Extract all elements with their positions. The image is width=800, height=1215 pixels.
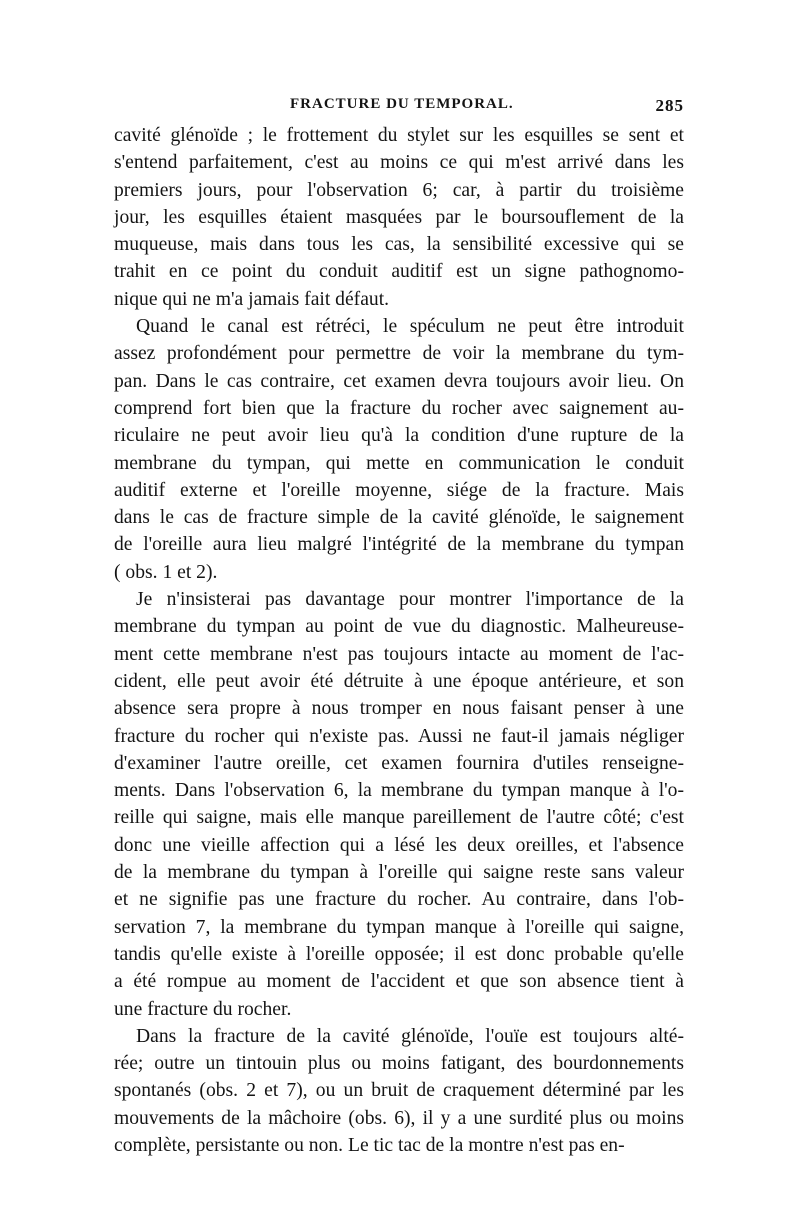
text-line: s'entend parfaitement, c'est au moins ce qui m'est arrivé dans les (114, 152, 684, 174)
text-line: Quand le canal est rétréci, le spéculum ne peut être introduit (136, 316, 684, 338)
running-title: FRACTURE DU TEMPORAL. (290, 96, 514, 112)
page-header (114, 96, 684, 120)
text-line: nique qui ne m'a jamais fait défaut. (114, 288, 390, 310)
text-line: a été rompue au moment de l'accident et que son absence tient à (114, 971, 684, 993)
paragraph (114, 586, 684, 1023)
text-line: riculaire ne peut avoir lieu qu'à la condition d'une rupture de la (114, 425, 684, 447)
text-line: et ne signifie pas une fracture du rocher. Au contraire, dans l'ob- (114, 889, 684, 911)
text-line: pan. Dans le cas contraire, cet examen devra toujours avoir lieu. On (114, 370, 684, 392)
text-line: mouvements de la mâchoire (obs. 6), il y a une surdité plus ou moins (114, 1107, 684, 1129)
text-line: assez profondément pour permettre de voir la membrane du tym- (114, 343, 684, 365)
text-line: cavité glénoïde ; le frottement du stylet sur les esquilles se sent et (114, 125, 684, 146)
text-line: reille qui saigne, mais elle manque pareillement de l'autre côté; c'est (114, 807, 684, 829)
text-line: cident, elle peut avoir été détruite à une époque antérieure, et son (114, 670, 684, 692)
text-line: membrane du tympan au point de vue du diagnostic. Malheureuse- (114, 616, 684, 638)
text-line: rée; outre un tintouin plus ou moins fatigant, des bourdonnements (114, 1053, 684, 1075)
text-line: dans le cas de fracture simple de la cavité glénoïde, le saignement (114, 507, 684, 529)
text-line: jour, les esquilles étaient masquées par le boursouflement de la (114, 206, 684, 228)
text-line: de la membrane du tympan à l'oreille qui saigne reste sans valeur (114, 862, 684, 884)
text-line: Dans la fracture de la cavité glénoïde, l'ouïe est toujours alté- (136, 1025, 684, 1047)
text-line: ( obs. 1 et 2). (114, 561, 218, 583)
text-line: ments. Dans l'observation 6, la membrane du tympan manque à l'o- (114, 780, 684, 802)
text-line: d'examiner l'autre oreille, cet examen fournira d'utiles renseigne- (114, 752, 684, 774)
text-line: trahit en ce point du conduit auditif est un signe pathognomo- (114, 261, 684, 283)
text-line: spontanés (obs. 2 et 7), ou un bruit de craquement déterminé par les (114, 1080, 684, 1102)
text-line: membrane du tympan, qui mette en communication le conduit (114, 452, 684, 474)
text-line: premiers jours, pour l'observation 6; car, à partir du troisième (114, 179, 684, 201)
text-line: muqueuse, mais dans tous les cas, la sensibilité excessive qui se (114, 234, 684, 256)
text-line: auditif externe et l'oreille moyenne, siége de la fracture. Mais (114, 479, 684, 501)
text-line: comprend fort bien que la fracture du rocher avec saignement au- (114, 397, 684, 419)
text-line: servation 7, la membrane du tympan manque à l'oreille qui saigne, (114, 916, 684, 938)
paragraph (114, 1023, 684, 1159)
paragraph (114, 122, 684, 313)
text-line: fracture du rocher qui n'existe pas. Aussi ne faut-il jamais négliger (114, 725, 684, 747)
text-line: de l'oreille aura lieu malgré l'intégrité de la membrane du tympan (114, 534, 684, 556)
text-line: une fracture du rocher. (114, 998, 292, 1020)
text-line: absence sera propre à nous tromper en nous faisant penser à une (114, 698, 684, 720)
text-line: Je n'insisterai pas davantage pour montrer l'importance de la (136, 589, 684, 611)
text-line: donc une vieille affection qui a lésé les deux oreilles, et l'absence (114, 834, 684, 856)
page-number: 285 (655, 96, 684, 115)
text-line: tandis qu'elle existe à l'oreille opposée; il est donc probable qu'elle (114, 943, 684, 965)
text-line: complète, persistante ou non. Le tic tac de la montre n'est pas en- (114, 1134, 625, 1156)
text-line: ment cette membrane n'est pas toujours intacte au moment de l'ac- (114, 643, 684, 665)
paragraph (114, 313, 684, 586)
body-text (114, 122, 684, 1159)
